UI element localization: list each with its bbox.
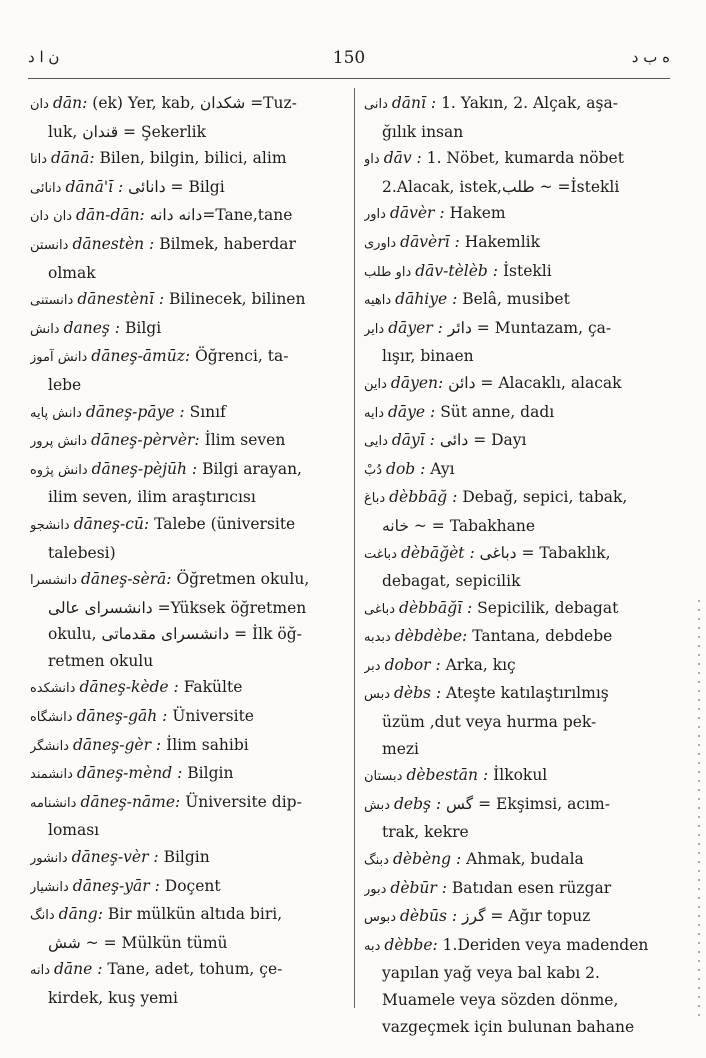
definition-continuation: lebe — [48, 375, 82, 394]
entry-first-line — [30, 145, 344, 174]
transliteration: dān-dān: — [76, 206, 145, 225]
entry-first-line — [30, 315, 344, 344]
arabic-headword: دباغت — [364, 546, 397, 562]
arabic-headword: دانش پژوه — [30, 462, 88, 478]
dictionary-entry — [364, 258, 670, 287]
dictionary-entry — [364, 680, 670, 762]
arabic-headword: دبدبه — [364, 630, 391, 646]
entry-first-line — [364, 315, 670, 344]
arabic-headword: دانش پرور — [30, 434, 88, 450]
dictionary-entry — [30, 873, 344, 902]
dictionary-entry — [30, 174, 344, 203]
dictionary-entry — [30, 427, 344, 456]
entry-first-line — [30, 427, 344, 456]
entry-first-line — [30, 703, 344, 732]
definition-text: Bilen, bilgin, bilici, alim — [99, 149, 287, 168]
definition-text: Bilgi arayan, — [202, 459, 302, 478]
arabic-headword: داير — [364, 321, 385, 337]
definition-text: 1.Deriden veya madenden — [442, 935, 649, 954]
arabic-headword: دبنگ — [364, 853, 389, 869]
arabic-headword: دانش پايه — [30, 405, 82, 421]
definition-text: Hakemlik — [464, 232, 541, 251]
transliteration: dèbdèbe: — [394, 627, 468, 646]
arabic-headword: دبور — [364, 881, 387, 897]
dictionary-entry — [364, 846, 670, 875]
entry-first-line — [364, 762, 670, 791]
transliteration: dāneş-pèrvèr: — [91, 431, 200, 450]
arabic-headword: دبستان — [364, 769, 403, 785]
definition-text: Süt anne, dadı — [440, 402, 555, 421]
definition-text: Sepicilik, debagat — [477, 598, 619, 617]
arabic-headword: داو طلب — [364, 264, 412, 280]
transliteration: dāyer : — [388, 318, 443, 337]
dictionary-entry — [364, 484, 670, 539]
definition-text: Belâ, musibet — [462, 290, 570, 309]
dictionary-entry — [30, 789, 344, 844]
definition-text: دائن = Alacaklı, alacak — [448, 373, 622, 392]
transliteration: dāye : — [388, 402, 436, 421]
entry-first-line — [364, 484, 670, 513]
transliteration: dèbbe: — [384, 935, 438, 954]
definition-continuation: okulu, دانشسراى مقدماتى = İlk öğ- — [48, 625, 302, 644]
definition-text: (ek) Yer, kab, شكدان =Tuz- — [92, 94, 297, 112]
transliteration: dāv-tèlèb : — [415, 261, 498, 280]
transliteration: dāneş-pèjūh : — [91, 459, 198, 478]
definition-continuation: ğılık insan — [382, 122, 464, 141]
column-divider — [354, 88, 355, 1008]
dictionary-entry — [364, 370, 670, 399]
entry-first-line — [30, 674, 344, 703]
arabic-headword: دانشنامه — [30, 795, 77, 811]
arabic-headword: داهيه — [364, 293, 392, 309]
transliteration: dāne : — [54, 960, 103, 979]
arabic-headword: دانه — [30, 963, 50, 979]
arabic-headword: دانشجو — [30, 517, 70, 533]
transliteration: dānestèn : — [72, 234, 155, 253]
transliteration: dāyen: — [390, 373, 444, 392]
transliteration: daneş : — [63, 318, 121, 337]
definition-continuation: olmak — [48, 263, 96, 282]
header-left-letters: ن ا د — [28, 48, 60, 66]
arabic-headword: دانشمند — [30, 767, 73, 783]
transliteration: dāneş-vèr : — [71, 848, 159, 867]
transliteration: dèbūr : — [390, 878, 447, 897]
definition-continuation: yapılan yağ veya bal kabı 2. — [382, 964, 600, 983]
definition-text: 1. Nöbet, kumarda nöbet — [426, 149, 624, 168]
entry-first-line — [364, 456, 670, 485]
definition-continuation: üzüm ,dut veya hurma pek- — [382, 713, 597, 732]
entry-first-line — [364, 145, 670, 174]
definition-text: Tantana, debdebe — [472, 627, 613, 646]
definition-text: İlkokul — [493, 766, 548, 785]
dictionary-entry — [30, 286, 344, 315]
definition-continuation: Muamele veya sözden dönme, — [382, 991, 619, 1009]
transliteration: dāneş-nāme: — [80, 792, 181, 811]
margin-dots — [698, 600, 700, 1020]
dictionary-entry — [364, 399, 670, 428]
transliteration: dèbestān : — [406, 766, 489, 785]
dictionary-entry — [30, 703, 344, 732]
dictionary-entry — [30, 511, 344, 566]
transliteration: dèbūs : — [400, 907, 458, 926]
definition-continuation: luk, قندان = Şekerlik — [48, 122, 207, 141]
arabic-headword: دانى — [364, 97, 388, 112]
definition-text: Öğrenci, ta- — [195, 347, 289, 366]
dictionary-entry — [30, 566, 344, 674]
entry-first-line — [364, 875, 670, 904]
definition-continuation: خانه ~ = Tabakhane — [382, 516, 536, 535]
arabic-headword: دان — [30, 97, 49, 112]
entry-first-line — [364, 932, 670, 961]
arabic-headword: دانستن — [30, 237, 69, 253]
transliteration: dāv : — [383, 149, 422, 168]
definition-text: Hakem — [449, 204, 506, 223]
dictionary-entry — [364, 90, 670, 145]
dictionary-entry — [364, 932, 670, 1040]
transliteration: dob : — [386, 459, 426, 478]
definition-text: Bilgi — [124, 318, 162, 337]
entry-first-line — [364, 791, 670, 820]
definition-text: Bilmek, haberdar — [159, 234, 296, 253]
arabic-headword: دانش آموز — [30, 350, 88, 366]
entry-first-line — [364, 680, 670, 709]
arabic-headword: دانشور — [30, 851, 68, 867]
entry-first-line — [30, 399, 344, 428]
transliteration: dāvèr : — [389, 204, 445, 223]
definition-text: دائى = Dayı — [439, 431, 527, 450]
dictionary-entry — [364, 145, 670, 200]
entry-first-line — [364, 399, 670, 428]
definition-continuation: talebesi) — [48, 543, 116, 562]
transliteration: dèbāğèt : — [400, 543, 475, 562]
definition-continuation: شش ~ = Mülkün tümü — [48, 933, 228, 952]
dictionary-entry — [364, 286, 670, 315]
entry-first-line — [30, 789, 344, 818]
entry-first-line — [30, 231, 344, 260]
definition-text: Bilinecek, bilinen — [169, 290, 306, 309]
transliteration: dān: — [52, 94, 88, 112]
arabic-headword: دبس — [364, 687, 390, 703]
entry-first-line — [364, 652, 670, 681]
definition-text: Bilgin — [187, 764, 234, 783]
arabic-headword: دانشگاه — [30, 710, 73, 726]
definition-text: دانائى = Bilgi — [128, 177, 225, 196]
definition-continuation: debagat, sepicilik — [382, 572, 521, 591]
dictionary-entry — [30, 399, 344, 428]
transliteration: dèbbāğ : — [389, 488, 458, 507]
transliteration: dāvèrī : — [400, 232, 460, 251]
page-number: 150 — [332, 48, 366, 68]
dictionary-entry — [364, 540, 670, 595]
definition-text: Debağ, sepici, tabak, — [462, 488, 628, 507]
transliteration: debş : — [393, 794, 442, 813]
arabic-headword: دانش — [30, 321, 60, 337]
definition-text: Tane, adet, tohum, çe- — [107, 960, 283, 979]
dictionary-entry — [364, 903, 670, 932]
definition-text: Arka, kıç — [445, 655, 516, 674]
definition-text: Fakülte — [183, 678, 243, 697]
arabic-headword: دباغ — [364, 491, 386, 507]
arabic-headword: دبش — [364, 797, 390, 813]
arabic-headword: دانائى — [30, 180, 62, 196]
right-column — [364, 90, 670, 1040]
transliteration: dāneş-sèrā: — [81, 570, 172, 589]
arabic-headword: دانا — [30, 152, 47, 168]
entry-first-line — [30, 844, 344, 873]
definition-continuation: دانشسراى عالى =Yüksek öğretmen — [48, 598, 307, 617]
entry-first-line — [364, 286, 670, 315]
dictionary-entry — [30, 674, 344, 703]
arabic-headword: دُبْ — [364, 462, 383, 478]
definition-text: Talebe (üniversite — [154, 514, 296, 533]
dictionary-entry — [30, 456, 344, 511]
definition-continuation: vazgeçmek için bulunan bahane — [382, 1017, 635, 1036]
definition-text: Bilgin — [163, 848, 210, 867]
transliteration: dāneş-āmūz: — [91, 347, 191, 366]
dictionary-entry — [364, 762, 670, 791]
left-column — [30, 90, 344, 1012]
dictionary-entry — [30, 231, 344, 286]
entry-first-line — [364, 623, 670, 652]
arabic-headword: دايه — [364, 405, 384, 421]
dictionary-entry — [364, 200, 670, 229]
entry-first-line — [30, 90, 344, 119]
arabic-headword: داو — [364, 152, 380, 168]
entry-first-line — [364, 229, 670, 258]
transliteration: dobor : — [384, 655, 441, 674]
arabic-headword: دانشيار — [30, 879, 69, 895]
arabic-headword: دانستنى — [30, 293, 74, 309]
dictionary-entry — [364, 623, 670, 652]
entry-first-line — [30, 343, 344, 372]
entry-first-line — [30, 174, 344, 203]
transliteration: dāneş-mènd : — [76, 764, 183, 783]
arabic-headword: داورى — [364, 235, 397, 251]
definition-text: Sınıf — [189, 402, 226, 421]
entry-first-line — [364, 427, 670, 456]
header-right-letters: ه ب د — [631, 48, 670, 66]
transliteration: dānā: — [50, 149, 95, 168]
entry-first-line — [30, 286, 344, 315]
definition-text: گس = Ekşimsi, acım- — [446, 794, 610, 813]
dictionary-entry — [30, 343, 344, 398]
dictionary-entry — [364, 791, 670, 846]
definition-continuation: 2.Alacak, istek,طلب ~ =İstekli — [382, 177, 620, 196]
transliteration: dāneş-cū: — [73, 514, 150, 533]
entry-first-line — [364, 200, 670, 229]
arabic-headword: دانشسرا — [30, 573, 77, 589]
entry-first-line — [364, 540, 670, 569]
dictionary-entry — [364, 652, 670, 681]
arabic-headword: دانشكده — [30, 681, 76, 697]
definition-text: دباغى = Tabaklık, — [479, 543, 611, 562]
definition-continuation: trak, kekre — [382, 823, 469, 842]
dictionary-entry — [364, 456, 670, 485]
entry-first-line — [30, 956, 344, 985]
transliteration: dānī : — [391, 94, 437, 112]
header-rule — [28, 78, 670, 79]
page-header — [28, 48, 670, 72]
definition-continuation: retmen okulu — [48, 651, 154, 670]
arabic-headword: دان دان — [30, 209, 73, 225]
definition-continuation: loması — [48, 821, 100, 840]
entry-first-line — [30, 732, 344, 761]
dictionary-entry — [30, 90, 344, 145]
dictionary-entry — [364, 595, 670, 624]
entry-first-line — [30, 456, 344, 485]
entry-first-line — [30, 202, 344, 231]
arabic-headword: دانشگر — [30, 738, 69, 754]
definition-text: İlim seven — [204, 431, 286, 450]
definition-text: Ateşte katılaştırılmış — [446, 684, 609, 703]
definition-text: Doçent — [164, 876, 221, 895]
transliteration: dāneş-gāh : — [76, 707, 168, 726]
arabic-headword: داور — [364, 207, 386, 223]
dictionary-entry — [30, 315, 344, 344]
entry-first-line — [30, 760, 344, 789]
arabic-headword: دباغى — [364, 601, 396, 617]
definition-text: Bir mülkün altıda biri, — [107, 905, 283, 924]
definition-continuation: kirdek, kuş yemi — [48, 989, 178, 1007]
dictionary-entry — [364, 229, 670, 258]
transliteration: dāneş-gèr : — [72, 735, 162, 754]
arabic-headword: دبر — [364, 658, 381, 674]
arabic-headword: داين — [364, 376, 387, 392]
dictionary-entry — [30, 202, 344, 231]
dictionary-entry — [30, 145, 344, 174]
transliteration: dāneş-kède : — [79, 678, 179, 697]
transliteration: dānestènī : — [77, 290, 165, 309]
definition-continuation: lışır, binaen — [382, 347, 474, 366]
transliteration: dèbèng : — [392, 850, 462, 869]
transliteration: dāng: — [58, 905, 103, 924]
transliteration: dāneş-yār : — [72, 876, 160, 895]
entry-first-line — [364, 258, 670, 287]
definition-text: دانه دانه=Tane,tane — [149, 206, 293, 225]
transliteration: dèbbāğī : — [399, 598, 473, 617]
definition-text: دائر = Muntazam, ça- — [447, 318, 612, 337]
entry-first-line — [364, 846, 670, 875]
entry-first-line — [30, 566, 344, 595]
arabic-headword: دانگ — [30, 908, 55, 924]
entry-first-line — [30, 873, 344, 902]
transliteration: dānā'ī : — [65, 177, 124, 196]
entry-first-line — [364, 903, 670, 932]
arabic-headword: دايى — [364, 434, 388, 450]
transliteration: dèbs : — [393, 684, 442, 703]
arabic-headword: دبه — [364, 938, 381, 954]
entry-first-line — [30, 511, 344, 540]
arabic-headword: دبوس — [364, 910, 396, 926]
definition-continuation: ilim seven, ilim araştırıcısı — [48, 488, 256, 507]
definition-text: Batıdan esen rüzgar — [451, 878, 612, 897]
dictionary-entry — [364, 427, 670, 456]
entry-first-line — [364, 370, 670, 399]
definition-text: گرز = Ağır topuz — [462, 907, 591, 926]
definition-text: İlim sahibi — [166, 735, 249, 754]
definition-continuation: mezi — [382, 739, 419, 758]
dictionary-entry — [364, 315, 670, 370]
entry-first-line — [364, 90, 670, 119]
dictionary-entry — [30, 732, 344, 761]
definition-text: İstekli — [502, 261, 552, 280]
dictionary-entry — [30, 956, 344, 1011]
definition-text: Üniversite dip- — [185, 792, 302, 811]
dictionary-entry — [30, 901, 344, 956]
definition-text: Üniversite — [172, 707, 254, 726]
definition-text: Öğretmen okulu, — [176, 570, 310, 589]
definition-text: 1. Yakın, 2. Alçak, aşa- — [441, 94, 618, 112]
transliteration: dāyī : — [391, 431, 435, 450]
entry-first-line — [364, 595, 670, 624]
dictionary-entry — [364, 875, 670, 904]
definition-text: Ahmak, budala — [466, 850, 584, 869]
transliteration: dāhiye : — [395, 290, 458, 309]
entry-first-line — [30, 901, 344, 930]
transliteration: dāneş-pāye : — [85, 402, 185, 421]
dictionary-entry — [30, 760, 344, 789]
definition-text: Ayı — [430, 459, 455, 478]
dictionary-entry — [30, 844, 344, 873]
